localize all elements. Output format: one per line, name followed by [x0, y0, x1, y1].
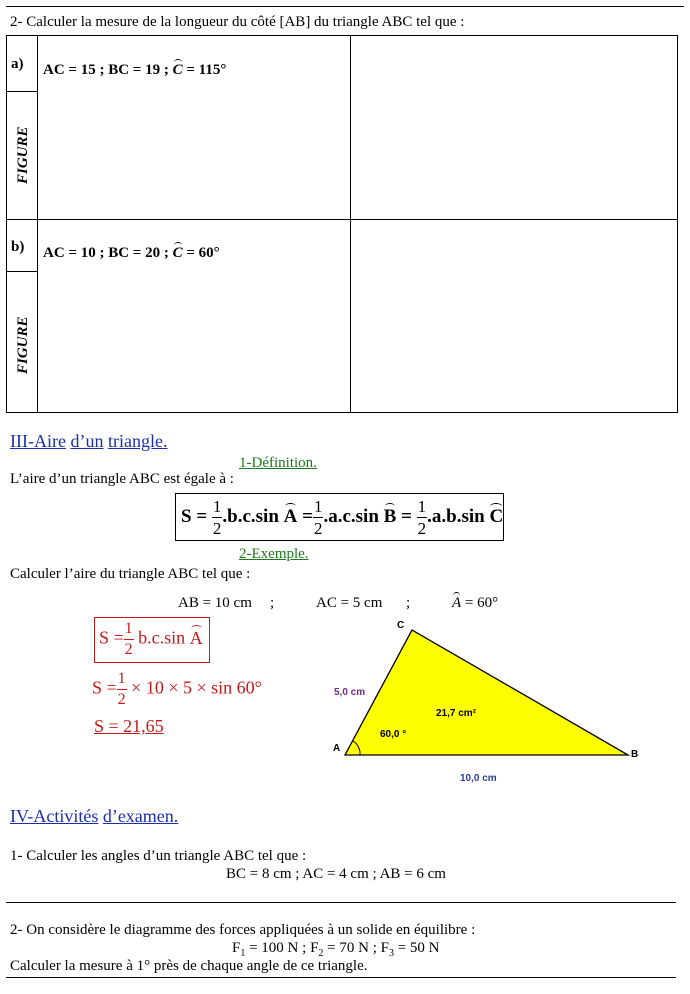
q2-text: 2- On considère le diagramme des forces appliquées à un solide en équilibre : [10, 922, 476, 938]
exercise-b-label: b) [11, 239, 25, 255]
given-angle: A = 60° [452, 595, 499, 611]
red-result: S = 21,65 [94, 716, 164, 736]
given-ab: AB = 10 cm [178, 595, 252, 611]
row-divider-mid [7, 219, 677, 220]
section4-title: IV-Activités d’examen. [10, 806, 179, 826]
given-ac: AC = 5 cm [316, 595, 383, 611]
vertex-a-label: A [333, 743, 341, 754]
given-sep2: ; [406, 595, 411, 611]
example-text: Calculer l’aire du triangle ABC tel que : [10, 566, 251, 582]
definition-heading: 1-Définition. [239, 455, 317, 471]
col-divider-left [37, 36, 38, 412]
vertex-b-label: B [631, 749, 639, 760]
side-ac-label: 5,0 cm [334, 687, 366, 698]
exercise-a-label: a) [11, 56, 24, 72]
angle-a-hat: A [189, 627, 203, 648]
side-ab-label: 10,0 cm [460, 773, 497, 784]
col-divider-mid [350, 36, 351, 412]
angle-c-hat: C [489, 505, 504, 527]
q1-text: 1- Calculer les angles d’un triangle ABC tel que : [10, 848, 307, 864]
area-label: 21,7 cm² [436, 708, 477, 719]
top-rule [6, 6, 684, 7]
q2-forces: $F_1 = 100$ N ; $F_2 = 70$ N ; $F_3 = 50$ N [232, 940, 440, 959]
angle-a-hat: A [283, 505, 298, 527]
angle-b-hat: B [383, 505, 397, 527]
area-formula-box: S = $\frac{1}{2}$ .b.c.sin A = $\frac{1}{2}$ .a.c.sin B = $\frac{1}{2}$ .a.b.sin C [175, 493, 504, 541]
example-heading: 2-Exemple. [239, 546, 309, 562]
red-calculation: S = $\frac{1}{2}$ × 10 × 5 × sin 60° [92, 670, 262, 708]
q2-title: 2- Calculer la mesure de la longueur du côté [AB] du triangle ABC tel que : [10, 14, 465, 30]
figure-label-b: FIGURE [15, 316, 31, 374]
angle-c-hat: C [172, 245, 183, 261]
exercise-table [6, 35, 678, 413]
vertex-c-label: C [397, 620, 405, 631]
figure-label-a: FIGURE [15, 126, 31, 184]
angle-a-hat: A [452, 595, 462, 611]
exercise-b-given: AC = 10 ; BC = 20 ; C = 60° [43, 245, 220, 261]
definition-text: L’aire d’un triangle ABC est égale à : [10, 471, 234, 487]
q2-task: Calculer la mesure à 1° près de chaque angle de ce triangle. [10, 958, 368, 974]
angle-label: 60,0 ° [380, 729, 407, 740]
row-divider-a [7, 91, 37, 92]
exercise-a-given: AC = 15 ; BC = 19 ; C = 115° [43, 62, 227, 78]
row-divider-b [7, 271, 37, 272]
red-formula-box: S = $\frac{1}{2}$ b.c.sin A [94, 617, 210, 663]
given-sep1: ; [270, 595, 275, 611]
section3-title: III-Aire d’un triangle. [10, 431, 168, 451]
answer-rule-2 [6, 977, 676, 978]
triangle-figure [320, 612, 660, 792]
answer-rule-1 [6, 902, 676, 903]
angle-c-hat: C [172, 62, 183, 78]
q1-values: BC = 8 cm ; AC = 4 cm ; AB = 6 cm [226, 866, 446, 882]
